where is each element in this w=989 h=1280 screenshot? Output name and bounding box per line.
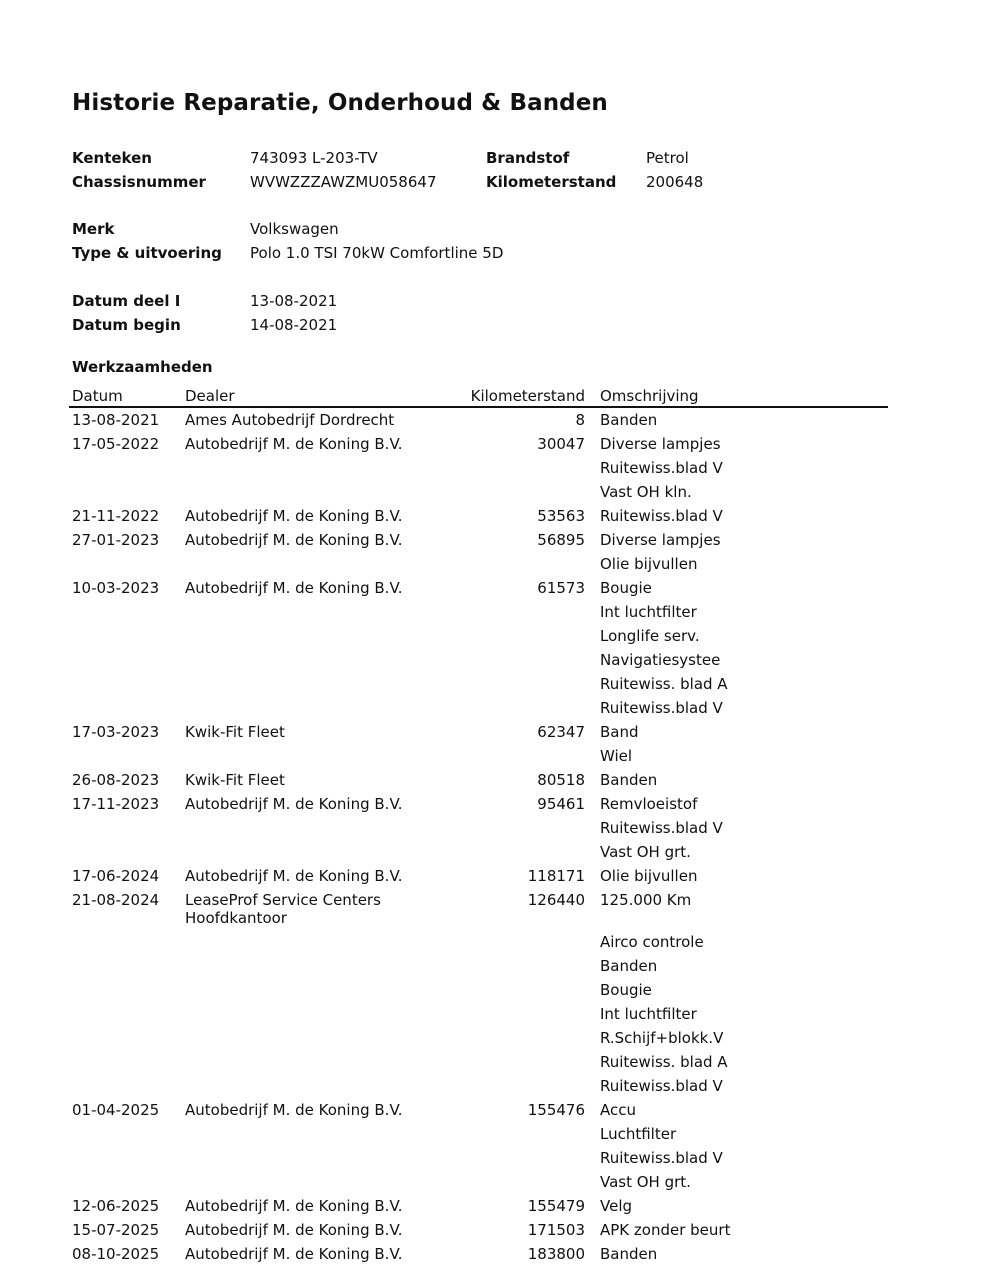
omschrijving-item: Int luchtfilter xyxy=(600,603,697,621)
omschrijving-item: Ruitewiss.blad V xyxy=(600,699,723,717)
row-dealer: Autobedrijf M. de Koning B.V. xyxy=(185,1221,403,1239)
row-dealer: Autobedrijf M. de Koning B.V. xyxy=(185,507,403,525)
row-date: 08-10-2025 xyxy=(72,1245,160,1263)
type-value: Polo 1.0 TSI 70kW Comfortline 5D xyxy=(250,244,504,262)
omschrijving-item: Ruitewiss.blad V xyxy=(600,459,723,477)
row-omschrijving-list xyxy=(600,528,721,576)
header-kilometerstand: Kilometerstand xyxy=(470,387,585,405)
row-omschrijving-list xyxy=(600,864,697,888)
row-omschrijving-list xyxy=(600,432,723,504)
omschrijving-item: Banden xyxy=(600,1245,658,1263)
row-date: 17-05-2022 xyxy=(72,435,160,453)
row-omschrijving-list xyxy=(600,768,657,792)
omschrijving-item: Int luchtfilter xyxy=(600,1005,697,1023)
datum-begin-label: Datum begin xyxy=(72,316,181,334)
type-label: Type & uitvoering xyxy=(72,244,222,262)
omschrijving-item: Banden xyxy=(600,771,658,789)
datum-begin-value: 14-08-2021 xyxy=(250,316,338,334)
brandstof-value: Petrol xyxy=(646,149,689,167)
row-dealer: Autobedrijf M. de Koning B.V. xyxy=(185,531,403,549)
table-row xyxy=(69,432,888,504)
table-row xyxy=(69,528,888,576)
omschrijving-item: Accu xyxy=(600,1101,636,1119)
table-row xyxy=(69,768,888,792)
vehicle-model-block xyxy=(72,217,912,265)
row-kilometerstand: 95461 xyxy=(537,795,585,813)
row-kilometerstand: 155479 xyxy=(527,1197,585,1215)
row-date: 13-08-2021 xyxy=(72,411,160,429)
row-kilometerstand: 171503 xyxy=(527,1221,585,1239)
row-omschrijving-list xyxy=(600,792,723,864)
omschrijving-item: Ruitewiss.blad V xyxy=(600,819,723,837)
row-omschrijving-list xyxy=(600,1242,657,1266)
omschrijving-item: 125.000 Km xyxy=(600,891,692,909)
merk-value: Volkswagen xyxy=(250,220,339,238)
info-row-chassis xyxy=(72,170,912,194)
row-kilometerstand: 126440 xyxy=(527,891,585,909)
row-dealer: Autobedrijf M. de Koning B.V. xyxy=(185,867,403,885)
row-kilometerstand: 56895 xyxy=(537,531,585,549)
omschrijving-item: Velg xyxy=(600,1197,633,1215)
row-date: 21-08-2024 xyxy=(72,891,160,909)
omschrijving-item: Banden xyxy=(600,411,658,429)
row-dealer: LeaseProf Service Centers Hoofdkantoor xyxy=(185,891,381,927)
omschrijving-item: Bougie xyxy=(600,579,652,597)
omschrijving-item: R.Schijf+blokk.V xyxy=(600,1029,724,1047)
header-dealer: Dealer xyxy=(185,387,235,405)
omschrijving-item: Ruitewiss. blad A xyxy=(600,675,728,693)
omschrijving-item: Ruitewiss.blad V xyxy=(600,1077,723,1095)
row-kilometerstand: 61573 xyxy=(537,579,585,597)
omschrijving-item: Longlife serv. xyxy=(600,627,700,645)
row-kilometerstand: 183800 xyxy=(527,1245,585,1263)
page-title: Historie Reparatie, Onderhoud & Banden xyxy=(72,90,608,116)
row-date: 27-01-2023 xyxy=(72,531,160,549)
row-kilometerstand: 155476 xyxy=(527,1101,585,1119)
row-date: 17-11-2023 xyxy=(72,795,160,813)
omschrijving-item: Remvloeistof xyxy=(600,795,698,813)
row-kilometerstand: 53563 xyxy=(537,507,585,525)
info-row-kenteken xyxy=(72,146,912,170)
table-row xyxy=(69,1218,888,1242)
row-dealer: Autobedrijf M. de Koning B.V. xyxy=(185,1245,403,1263)
row-dealer: Autobedrijf M. de Koning B.V. xyxy=(185,435,403,453)
omschrijving-item: Band xyxy=(600,723,639,741)
row-kilometerstand: 30047 xyxy=(537,435,585,453)
omschrijving-item: Bougie xyxy=(600,981,652,999)
kenteken-value: 743093 L-203-TV xyxy=(250,149,378,167)
vehicle-dates-block xyxy=(72,289,912,337)
table-row xyxy=(69,408,888,432)
info-row-datum-deel xyxy=(72,289,912,313)
row-kilometerstand: 62347 xyxy=(537,723,585,741)
row-date: 26-08-2023 xyxy=(72,771,160,789)
datum-deel-value: 13-08-2021 xyxy=(250,292,338,310)
row-date: 01-04-2025 xyxy=(72,1101,160,1119)
table-body xyxy=(69,408,888,1266)
row-dealer: Autobedrijf M. de Koning B.V. xyxy=(185,1197,403,1215)
info-row-merk xyxy=(72,217,912,241)
table-row xyxy=(69,1194,888,1218)
omschrijving-item: Diverse lampjes xyxy=(600,531,721,549)
omschrijving-item: Vast OH grt. xyxy=(600,1173,691,1191)
row-omschrijving-list xyxy=(600,576,728,720)
table-row xyxy=(69,504,888,528)
chassis-label: Chassisnummer xyxy=(72,173,206,191)
row-date: 17-06-2024 xyxy=(72,867,160,885)
table-row xyxy=(69,864,888,888)
vehicle-id-block xyxy=(72,146,912,194)
row-omschrijving-list xyxy=(600,720,639,768)
info-row-type xyxy=(72,241,912,265)
row-dealer: Kwik-Fit Fleet xyxy=(185,771,285,789)
row-omschrijving-list xyxy=(600,1218,730,1242)
table-row xyxy=(69,576,888,720)
row-omschrijving-list xyxy=(600,504,723,528)
kilometerstand-label: Kilometerstand xyxy=(486,173,617,191)
kenteken-label: Kenteken xyxy=(72,149,152,167)
row-omschrijving-list xyxy=(600,888,728,1098)
info-row-datum-begin xyxy=(72,313,912,337)
row-date: 10-03-2023 xyxy=(72,579,160,597)
werkzaamheden-table xyxy=(69,384,888,1266)
table-row xyxy=(69,1098,888,1194)
datum-deel-label: Datum deel I xyxy=(72,292,181,310)
merk-label: Merk xyxy=(72,220,115,238)
row-kilometerstand: 8 xyxy=(575,411,585,429)
row-dealer: Autobedrijf M. de Koning B.V. xyxy=(185,795,403,813)
omschrijving-item: Navigatiesystee xyxy=(600,651,721,669)
row-dealer: Autobedrijf M. de Koning B.V. xyxy=(185,1101,403,1119)
werkzaamheden-title: Werkzaamheden xyxy=(72,358,213,376)
table-row xyxy=(69,792,888,864)
omschrijving-item: Luchtfilter xyxy=(600,1125,677,1143)
table-row xyxy=(69,1242,888,1266)
omschrijving-item: Ruitewiss.blad V xyxy=(600,1149,723,1167)
omschrijving-item: Olie bijvullen xyxy=(600,555,698,573)
omschrijving-item: Banden xyxy=(600,957,658,975)
row-omschrijving-list xyxy=(600,408,657,432)
omschrijving-item: Wiel xyxy=(600,747,633,765)
row-date: 21-11-2022 xyxy=(72,507,160,525)
header-omschrijving: Omschrijving xyxy=(600,387,699,405)
omschrijving-item: Airco controle xyxy=(600,933,704,951)
row-kilometerstand: 118171 xyxy=(527,867,585,885)
row-kilometerstand: 80518 xyxy=(537,771,585,789)
omschrijving-item: Vast OH kln. xyxy=(600,483,692,501)
row-omschrijving-list xyxy=(600,1194,632,1218)
kilometerstand-value: 200648 xyxy=(646,173,704,191)
omschrijving-item: Ruitewiss.blad V xyxy=(600,507,723,525)
omschrijving-item: Diverse lampjes xyxy=(600,435,721,453)
omschrijving-item: APK zonder beurt xyxy=(600,1221,731,1239)
header-datum: Datum xyxy=(72,387,123,405)
table-row xyxy=(69,720,888,768)
brandstof-label: Brandstof xyxy=(486,149,570,167)
chassis-value: WVWZZZAWZMU058647 xyxy=(250,173,437,191)
row-omschrijving-list xyxy=(600,1098,723,1194)
omschrijving-item: Vast OH grt. xyxy=(600,843,691,861)
omschrijving-item: Ruitewiss. blad A xyxy=(600,1053,728,1071)
row-date: 12-06-2025 xyxy=(72,1197,160,1215)
table-header xyxy=(69,384,888,408)
row-dealer: Ames Autobedrijf Dordrecht xyxy=(185,411,395,429)
table-row xyxy=(69,888,888,1098)
row-dealer: Kwik-Fit Fleet xyxy=(185,723,285,741)
omschrijving-item: Olie bijvullen xyxy=(600,867,698,885)
row-date: 17-03-2023 xyxy=(72,723,160,741)
row-date: 15-07-2025 xyxy=(72,1221,160,1239)
row-dealer: Autobedrijf M. de Koning B.V. xyxy=(185,579,403,597)
